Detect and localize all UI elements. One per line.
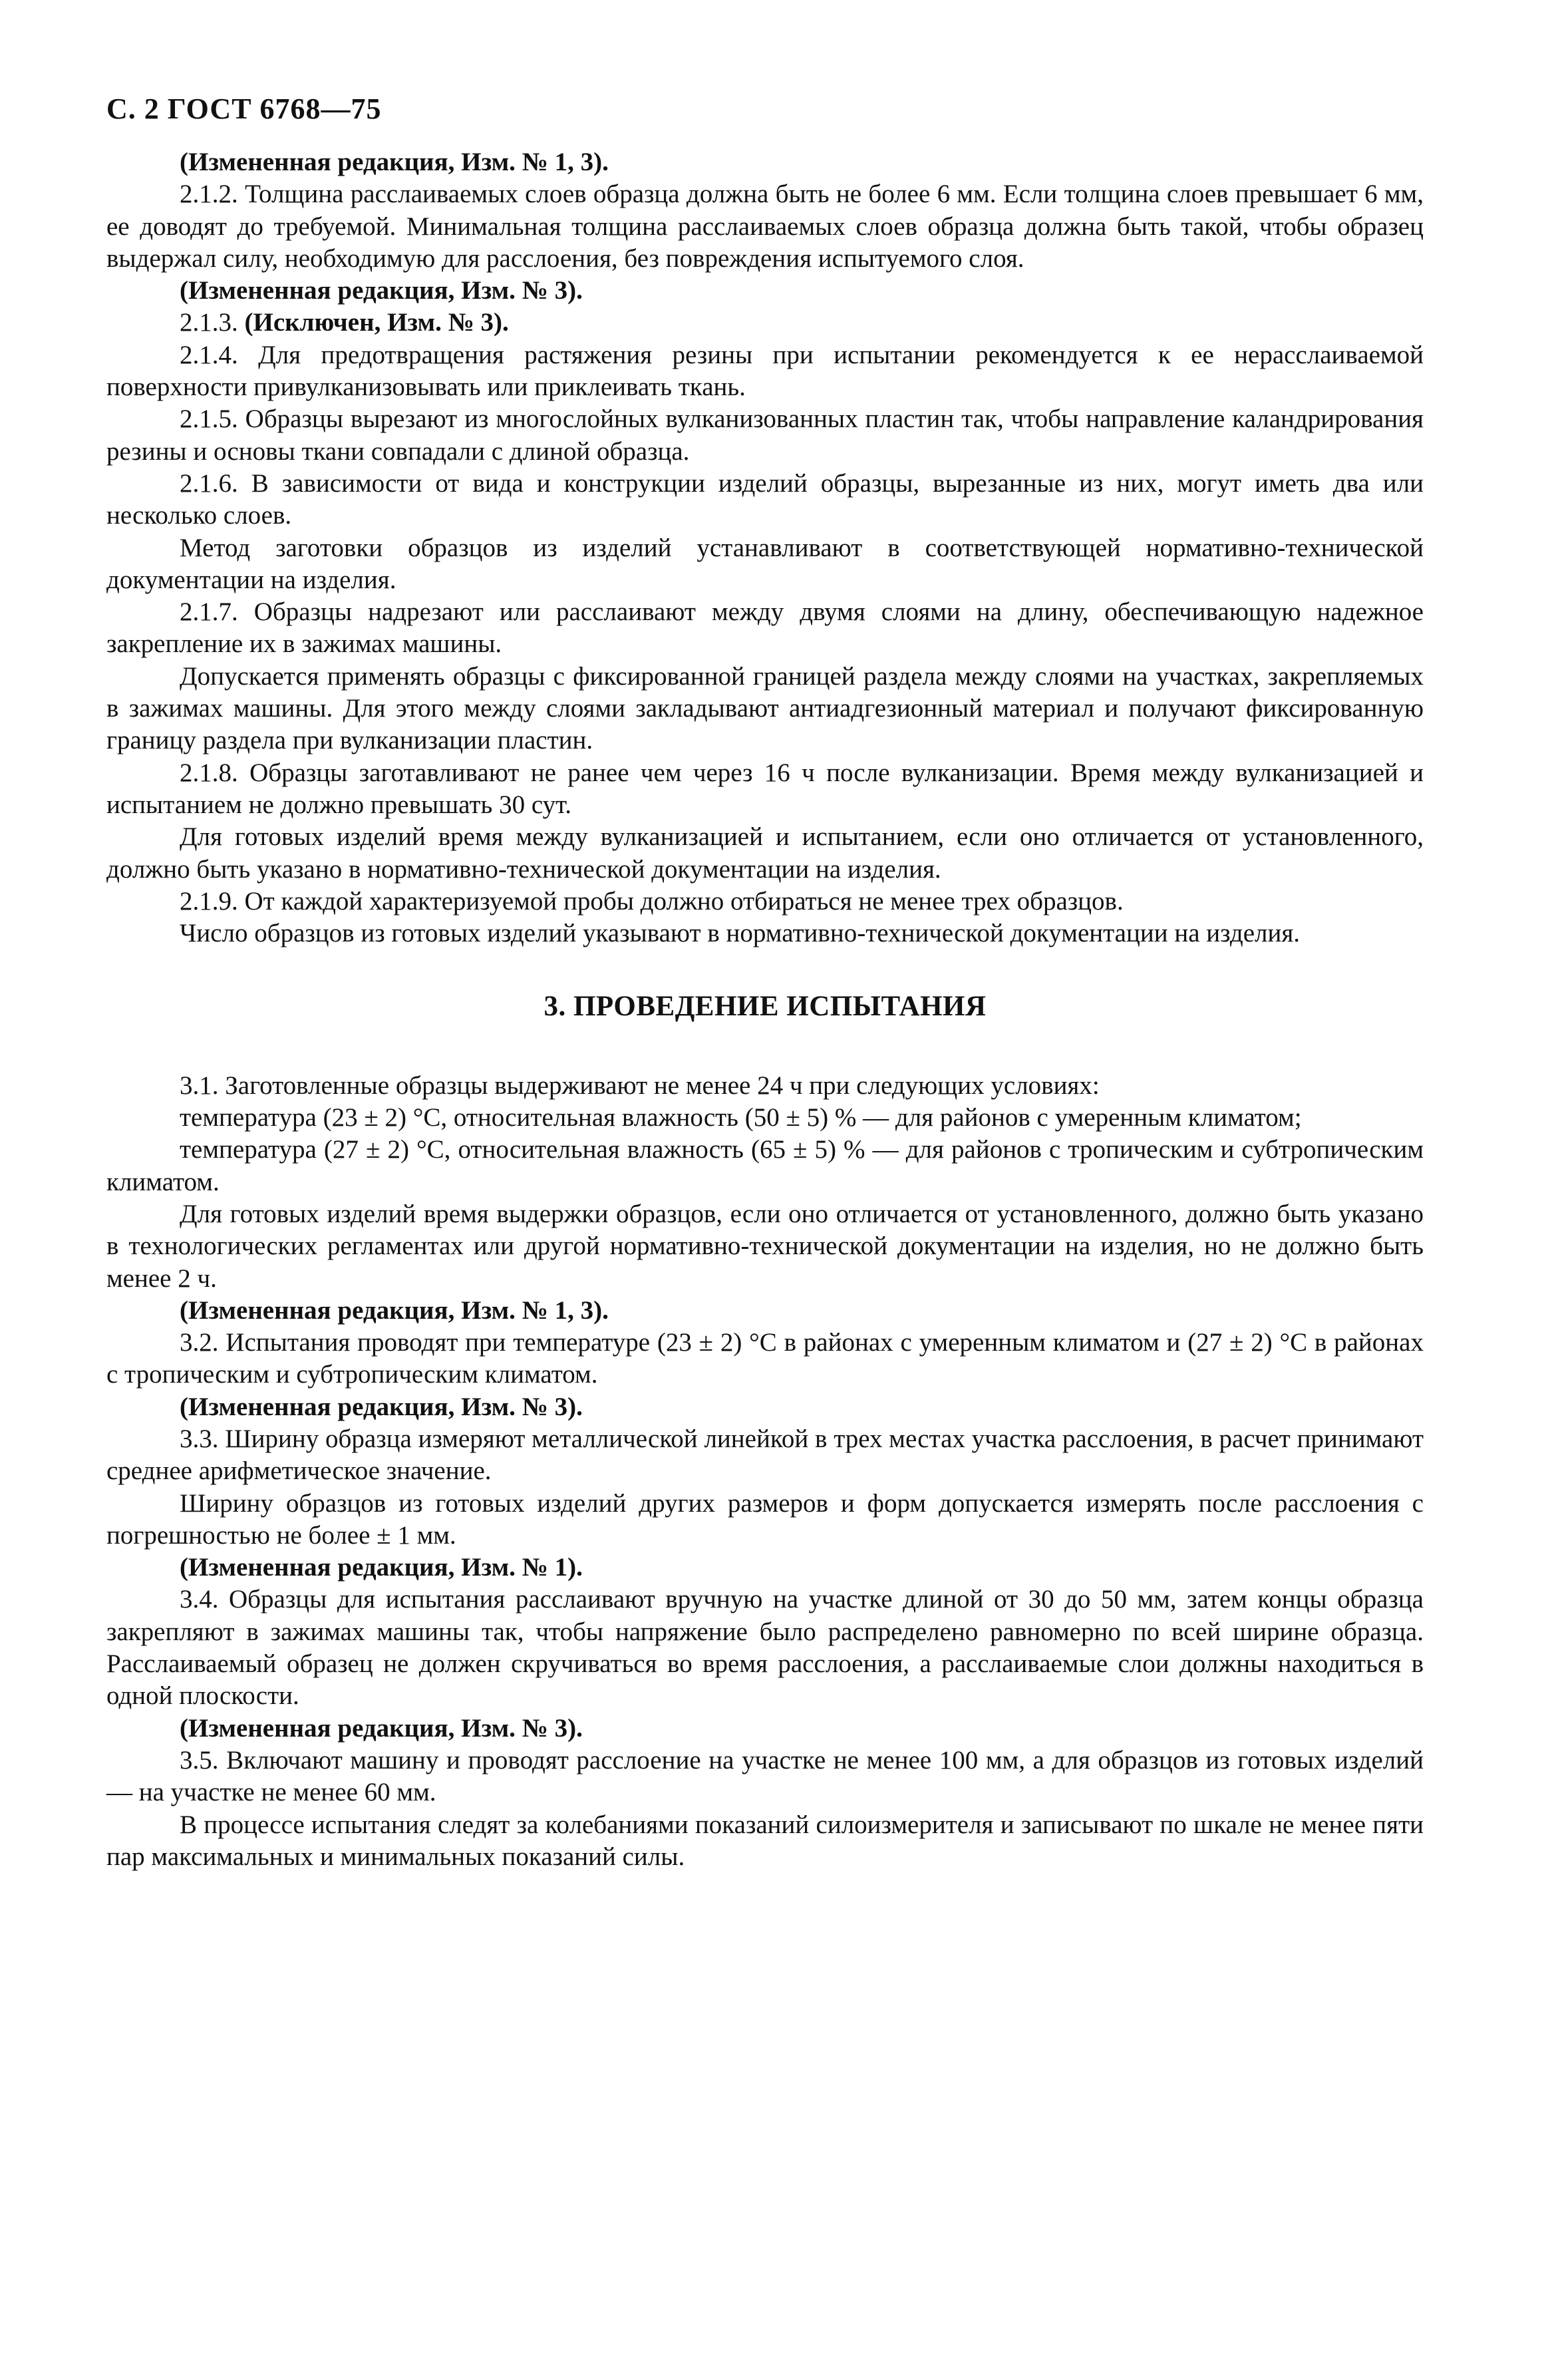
clause-2-1-4: 2.1.4. Для предотвращения растяжения резины при испытании рекомендуется к ее нерасслаиваемой поверхности привулканизовывать или приклеивать ткань. xyxy=(106,340,1424,402)
clause-2-1-3 xyxy=(106,307,1424,339)
clause-3-1-cont: Для готовых изделий время выдержки образцов, если оно отличается от установленного, должно быть указано в технологических регламентах или другой нормативно-технической документации на изделия, но не должно быть менее 2 ч. xyxy=(106,1199,1424,1293)
clause-3-1-temperate: температура (23 ± 2) °С, относительная влажность (50 ± 5) % — для районов с умеренным климатом; xyxy=(180,1103,1302,1132)
amendment-note: (Измененная редакция, Изм. № 3). xyxy=(180,276,583,305)
clause-2-1-9: 2.1.9. От каждой характеризуемой пробы должно отбираться не менее трех образцов. xyxy=(180,886,1124,916)
clause-3-5-cont: В процессе испытания следят за колебаниями показаний силоизмерителя и записывают по шкале не менее пяти пар максимальных и минимальных показаний силы. xyxy=(106,1810,1424,1871)
clause-3-2: 3.2. Испытания проводят при температуре (23 ± 2) °С в районах с умеренным климатом и (27 ± 2) °С в районах с тропическим и субтропическим климатом. xyxy=(106,1328,1424,1389)
document-body xyxy=(106,146,1424,1873)
clause-3-3: 3.3. Ширину образца измеряют металлической линейкой в трех местах участка расслоения, в расчет принимают среднее арифметическое значение. xyxy=(106,1424,1424,1486)
clause-2-1-2: 2.1.2. Толщина расслаиваемых слоев образца должна быть не более 6 мм. Если толщина слоев превышает 6 мм, ее доводят до требуемой. Минимальная толщина расслаиваемых слоев образца должна быть такой, чтобы образец выдержал силу, необходимую для расслоения, без повреждения испытуемого слоя. xyxy=(106,180,1424,273)
section-title: 3. ПРОВЕДЕНИЕ ИСПЫТАНИЯ xyxy=(543,991,987,1023)
amendment-note: (Измененная редакция, Изм. № 1). xyxy=(180,1553,583,1582)
clause-3-3-cont: Ширину образцов из готовых изделий других размеров и форм допускается измерять после расслоения с погрешностью не более ± 1 мм. xyxy=(106,1488,1424,1550)
clause-2-1-8-cont: Для готовых изделий время между вулканизацией и испытанием, если оно отличается от установленного, должно быть указано в нормативно-технической документации на изделия. xyxy=(106,822,1424,884)
amendment-note: (Измененная редакция, Изм. № 3). xyxy=(180,1713,583,1743)
page-header: С. 2 ГОСТ 6768—75 xyxy=(106,92,382,125)
excluded-note: (Исключен, Изм. № 3). xyxy=(244,308,509,337)
clause-3-5: 3.5. Включают машину и проводят расслоение на участке не менее 100 мм, а для образцов из готовых изделий — на участке не менее 60 мм. xyxy=(106,1745,1424,1807)
clause-2-1-7-cont: Допускается применять образцы с фиксированной границей раздела между слоями на участках, закрепляемых в зажимах машины. Для этого между слоями закладывают антиадгезионный материал и получают фиксированную границу раздела при вулканизации пластин. xyxy=(106,661,1424,755)
clause-2-1-8: 2.1.8. Образцы заготавливают не ранее чем через 16 ч после вулканизации. Время между вулканизацией и испытанием не должно превышать 30 сут. xyxy=(106,758,1424,819)
clause-3-1-tropical: температура (27 ± 2) °С, относительная влажность (65 ± 5) % — для районов с тропическим и субтропическим климатом. xyxy=(106,1135,1424,1196)
clause-2-1-7: 2.1.7. Образцы надрезают или расслаивают между двумя слоями на длину, обеспечивающую надежное закрепление их в зажимах машины. xyxy=(106,597,1424,659)
amendment-note: (Измененная редакция, Изм. № 1, 3). xyxy=(180,148,609,176)
clause-2-1-6: 2.1.6. В зависимости от вида и конструкции изделий образцы, вырезанные из них, могут иметь два или несколько слоев. xyxy=(106,468,1424,530)
clause-3-1: 3.1. Заготовленные образцы выдерживают не менее 24 ч при следующих условиях: xyxy=(180,1071,1100,1100)
clause-2-1-9-cont: Число образцов из готовых изделий указывают в нормативно-технической документации на изделия. xyxy=(180,919,1301,948)
clause-2-1-6-cont: Метод заготовки образцов из изделий устанавливают в соответствующей нормативно-технической документации на изделия. xyxy=(106,533,1424,594)
amendment-note: (Измененная редакция, Изм. № 3). xyxy=(180,1392,583,1421)
clause-3-4: 3.4. Образцы для испытания расслаивают вручную на участке длиной от 30 до 50 мм, затем концы образца закрепляют в зажимах машины так, чтобы напряжение было распределено равномерно по всей ширине образца. Расслаиваемый образец не должен скручиваться во время расслоения, а расслаиваемые слои должны находиться в одной плоскости. xyxy=(106,1585,1424,1711)
clause-2-1-5: 2.1.5. Образцы вырезают из многослойных вулканизованных пластин так, чтобы направление каландрирования резины и основы ткани совпадали с длиной образца. xyxy=(106,405,1424,466)
amendment-note: (Измененная редакция, Изм. № 1, 3). xyxy=(180,1295,609,1325)
clause-number: 2.1.3. xyxy=(180,308,245,337)
